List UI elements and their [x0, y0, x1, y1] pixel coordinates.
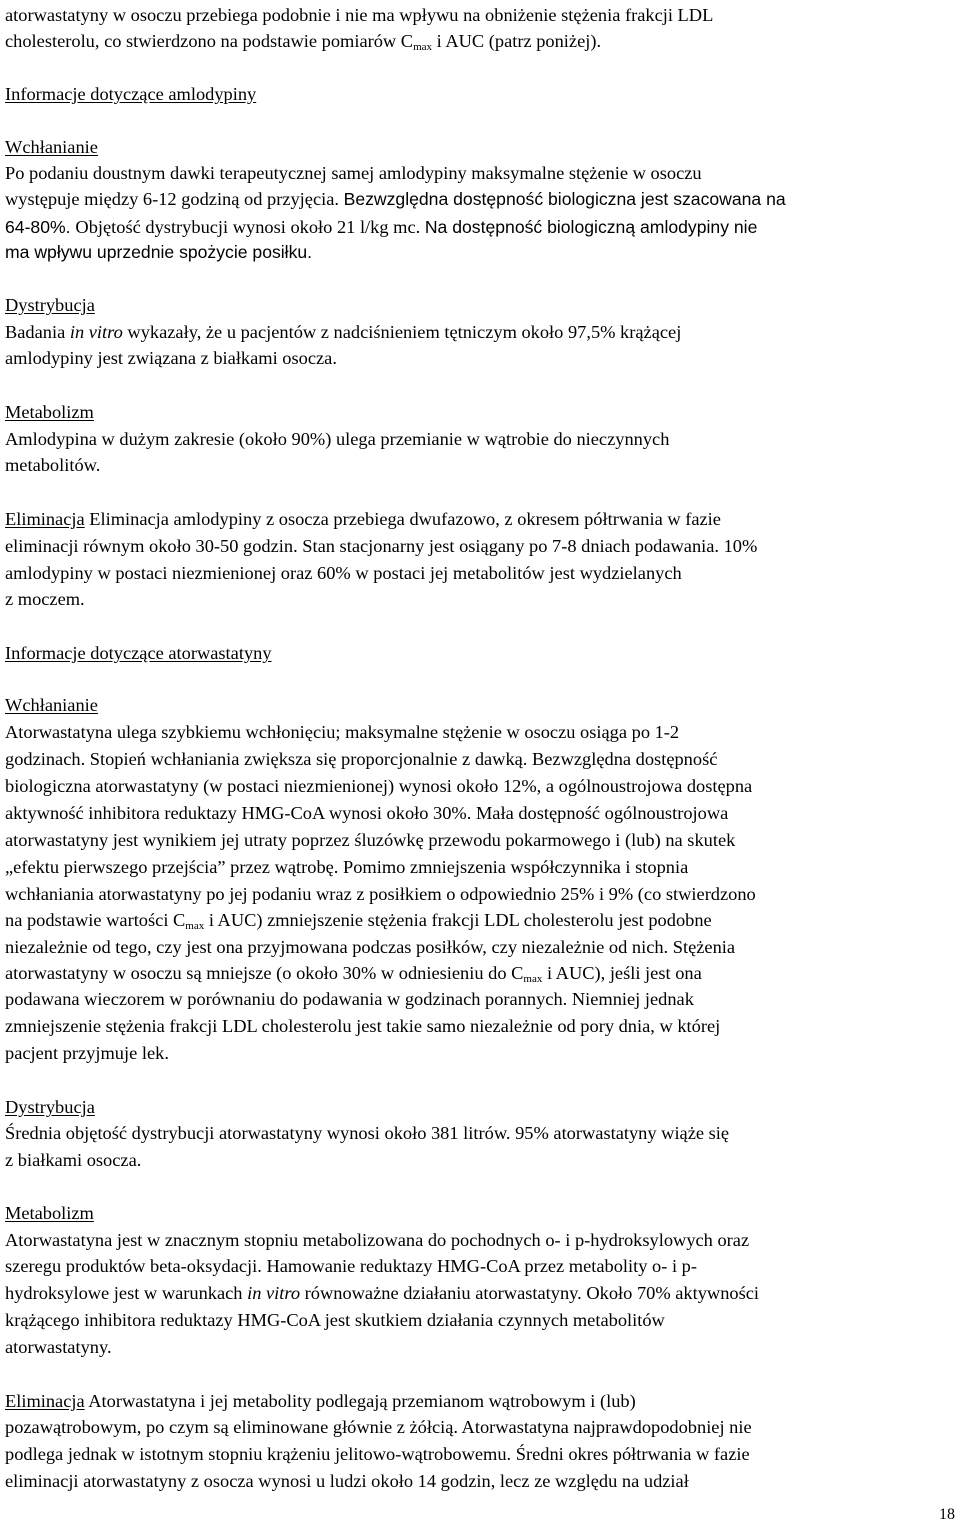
amlodipine-elimination-line-3: amlodypiny w postaci niezmienionej oraz 60% w postaci jej metabolitów jest wydzielanych: [5, 563, 682, 583]
atorvastatin-elimination-line-1-text: Atorwastatyna i jej metabolity podlegają przemianom wątrobowym i (lub): [84, 1391, 636, 1411]
cmax-subscript: max: [413, 41, 433, 53]
amlodipine-distribution-line-1a: Badania: [5, 322, 70, 342]
atorvastatin-absorption-line-10a: atorwastatyny w osoczu są mniejsze (o około 30% w odniesieniu do C: [5, 963, 524, 983]
atorvastatin-elimination-line-3: podlega jednak w istotnym stopniu krążeniu jelitowo-wątrobowemu. Średni okres półtrwania w fazie: [5, 1444, 750, 1464]
atorvastatin-heading: Informacje dotyczące atorwastatyny: [5, 643, 272, 663]
amlodipine-absorption-line-2b: Bezwzględna dostępność biologiczna jest szacowana na: [343, 189, 786, 209]
amlodipine-distribution-line-1: [5, 323, 681, 341]
atorvastatin-elimination-line-2: pozawątrobowym, po czym są eliminowane głównie z żółcią. Atorwastatyna najprawdopodobniej nie: [5, 1417, 752, 1437]
atorvastatin-metabolism-line-1: Atorwastatyna jest w znacznym stopniu metabolizowana do pochodnych o- i p-hydroksylowych oraz: [5, 1230, 750, 1250]
amlodipine-distribution-heading: Dystrybucja: [5, 295, 95, 315]
amlodipine-absorption-line-1: Po podaniu doustnym dawki terapeutycznej samej amlodypiny maksymalne stężenie w osoczu: [5, 163, 702, 183]
atorvastatin-metabolism-heading: Metabolizm: [5, 1203, 94, 1223]
atorvastatin-metabolism-line-3: [5, 1284, 759, 1302]
atorvastatin-absorption-line-1: Atorwastatyna ulega szybkiemu wchłonięciu; maksymalne stężenie w osoczu osiąga po 1-2: [5, 722, 680, 742]
atorvastatin-absorption-line-11: podawana wieczorem w porównaniu do podawania w godzinach porannych. Niemniej jednak: [5, 989, 694, 1009]
atorvastatin-absorption-line-4: aktywność inhibitora reduktazy HMG-CoA wynosi około 30%. Mała dostępność ogólnoustrojowa: [5, 803, 729, 823]
atorvastatin-elimination-line-1: [5, 1392, 636, 1410]
amlodipine-absorption-heading: Wchłanianie: [5, 137, 98, 157]
atorvastatin-distribution-heading: Dystrybucja: [5, 1097, 95, 1117]
amlodipine-absorption-line-2: [5, 190, 786, 209]
amlodipine-absorption-line-2a: występuje między 6-12 godziną od przyjęcia.: [5, 189, 344, 209]
amlodipine-elimination-line-4: z moczem.: [5, 589, 85, 609]
intro-line-2b: i AUC (patrz poniżej).: [432, 31, 602, 51]
amlodipine-elimination-line-1-text: Eliminacja amlodypiny z osocza przebiega dwufazowo, z okresem półtrwania w fazie: [84, 509, 721, 529]
amlodipine-absorption-line-4: ma wpływu uprzednie spożycie posiłku.: [5, 242, 313, 262]
atorvastatin-absorption-line-7: wchłaniania atorwastatyny po jej podaniu wraz z posiłkiem o odpowiednio 25% i 9% (co stwierdzono: [5, 884, 756, 904]
cmax-subscript: max: [523, 973, 543, 985]
atorvastatin-metabolism-line-3c: równoważne działaniu atorwastatyny. Około 70% aktywności: [300, 1283, 760, 1303]
amlodipine-elimination-line-1: [5, 510, 721, 528]
atorvastatin-absorption-line-10: [5, 963, 702, 985]
atorvastatin-absorption-line-8: [5, 910, 712, 932]
atorvastatin-metabolism-line-4: krążącego inhibitora reduktazy HMG-CoA jest skutkiem działania czynnych metabolitów: [5, 1310, 665, 1330]
amlodipine-absorption-line-3b: Objętość dystrybucji wynosi około 21 l/kg mc.: [75, 217, 425, 237]
atorvastatin-absorption-line-8a: na podstawie wartości C: [5, 910, 186, 930]
atorvastatin-metabolism-line-3a: hydroksylowe jest w warunkach: [5, 1283, 248, 1303]
in-vitro-italic: in vitro: [247, 1283, 301, 1303]
amlodipine-heading: Informacje dotyczące amlodypiny: [5, 84, 257, 104]
atorvastatin-absorption-line-12: zmniejszenie stężenia frakcji LDL cholesterolu jest takie samo niezależnie od pory dnia, w której: [5, 1016, 721, 1036]
amlodipine-distribution-line-1c: wykazały, że u pacjentów z nadciśnieniem tętniczym około 97,5% krążącej: [122, 322, 682, 342]
atorvastatin-absorption-line-6: „efektu pierwszego przejścia” przez wątrobę. Pomimo zmniejszenia współczynnika i stopnia: [5, 857, 689, 877]
atorvastatin-absorption-line-13: pacjent przyjmuje lek.: [5, 1043, 169, 1063]
intro-line-2a: cholesterolu, co stwierdzono na podstawie pomiarów C: [5, 31, 414, 51]
intro-line-1: atorwastatyny w osoczu przebiega podobnie i nie ma wpływu na obniżenie stężenia frakcji LDL: [5, 5, 714, 25]
atorvastatin-distribution-line-1: Średnia objętość dystrybucji atorwastatyny wynosi około 381 litrów. 95% atorwastatyny wiąże się: [5, 1123, 730, 1143]
page-number: 18: [939, 1506, 955, 1523]
amlodipine-absorption-line-3: [5, 218, 757, 237]
amlodipine-metabolism-line-2: metabolitów.: [5, 455, 101, 475]
atorvastatin-absorption-line-8b: i AUC) zmniejszenie stężenia frakcji LDL cholesterolu jest podobne: [204, 910, 712, 930]
atorvastatin-absorption-line-5: atorwastatyny jest wynikiem jej utraty poprzez śluzówkę przewodu pokarmowego i (lub) na skutek: [5, 830, 736, 850]
atorvastatin-elimination-label: Eliminacja: [5, 1391, 85, 1411]
atorvastatin-distribution-line-2: z białkami osocza.: [5, 1150, 142, 1170]
amlodipine-distribution-line-2: amlodypiny jest związana z białkami osocza.: [5, 348, 337, 368]
in-vitro-italic: in vitro: [69, 322, 123, 342]
amlodipine-elimination-line-2: eliminacji równym około 30-50 godzin. Stan stacjonarny jest osiągany po 7-8 dniach podawania. 10%: [5, 536, 758, 556]
atorvastatin-metabolism-line-5: atorwastatyny.: [5, 1337, 112, 1357]
atorvastatin-absorption-line-2: godzinach. Stopień wchłaniania zwiększa się proporcjonalnie z dawką. Bezwzględna dostępność: [5, 749, 718, 769]
intro-line-2: [5, 31, 602, 53]
atorvastatin-elimination-line-4: eliminacji atorwastatyny z osocza wynosi u ludzi około 14 godzin, lecz ze względu na udział: [5, 1471, 689, 1491]
amlodipine-absorption-line-3c: Na dostępność biologiczną amlodypiny nie: [424, 217, 758, 237]
amlodipine-metabolism-line-1: Amlodypina w dużym zakresie (około 90%) ulega przemianie w wątrobie do nieczynnych: [5, 429, 670, 449]
amlodipine-metabolism-heading: Metabolizm: [5, 402, 94, 422]
amlodipine-elimination-label: Eliminacja: [5, 509, 85, 529]
atorvastatin-absorption-heading: Wchłanianie: [5, 695, 98, 715]
cmax-subscript: max: [185, 920, 205, 932]
atorvastatin-absorption-line-3: biologiczna atorwastatyny (w postaci niezmienionej) wynosi około 12%, a ogólnoustrojowa dostępna: [5, 776, 753, 796]
atorvastatin-metabolism-line-2: szeregu produktów beta-oksydacji. Hamowanie reduktazy HMG-CoA przez metabolity o- i p-: [5, 1256, 697, 1276]
atorvastatin-absorption-line-9: niezależnie od tego, czy jest ona przyjmowana podczas posiłków, czy niezależnie od nich. Stężenia: [5, 937, 736, 957]
amlodipine-absorption-line-3a: 64-80%.: [5, 217, 76, 237]
atorvastatin-absorption-line-10b: i AUC), jeśli jest ona: [542, 963, 702, 983]
